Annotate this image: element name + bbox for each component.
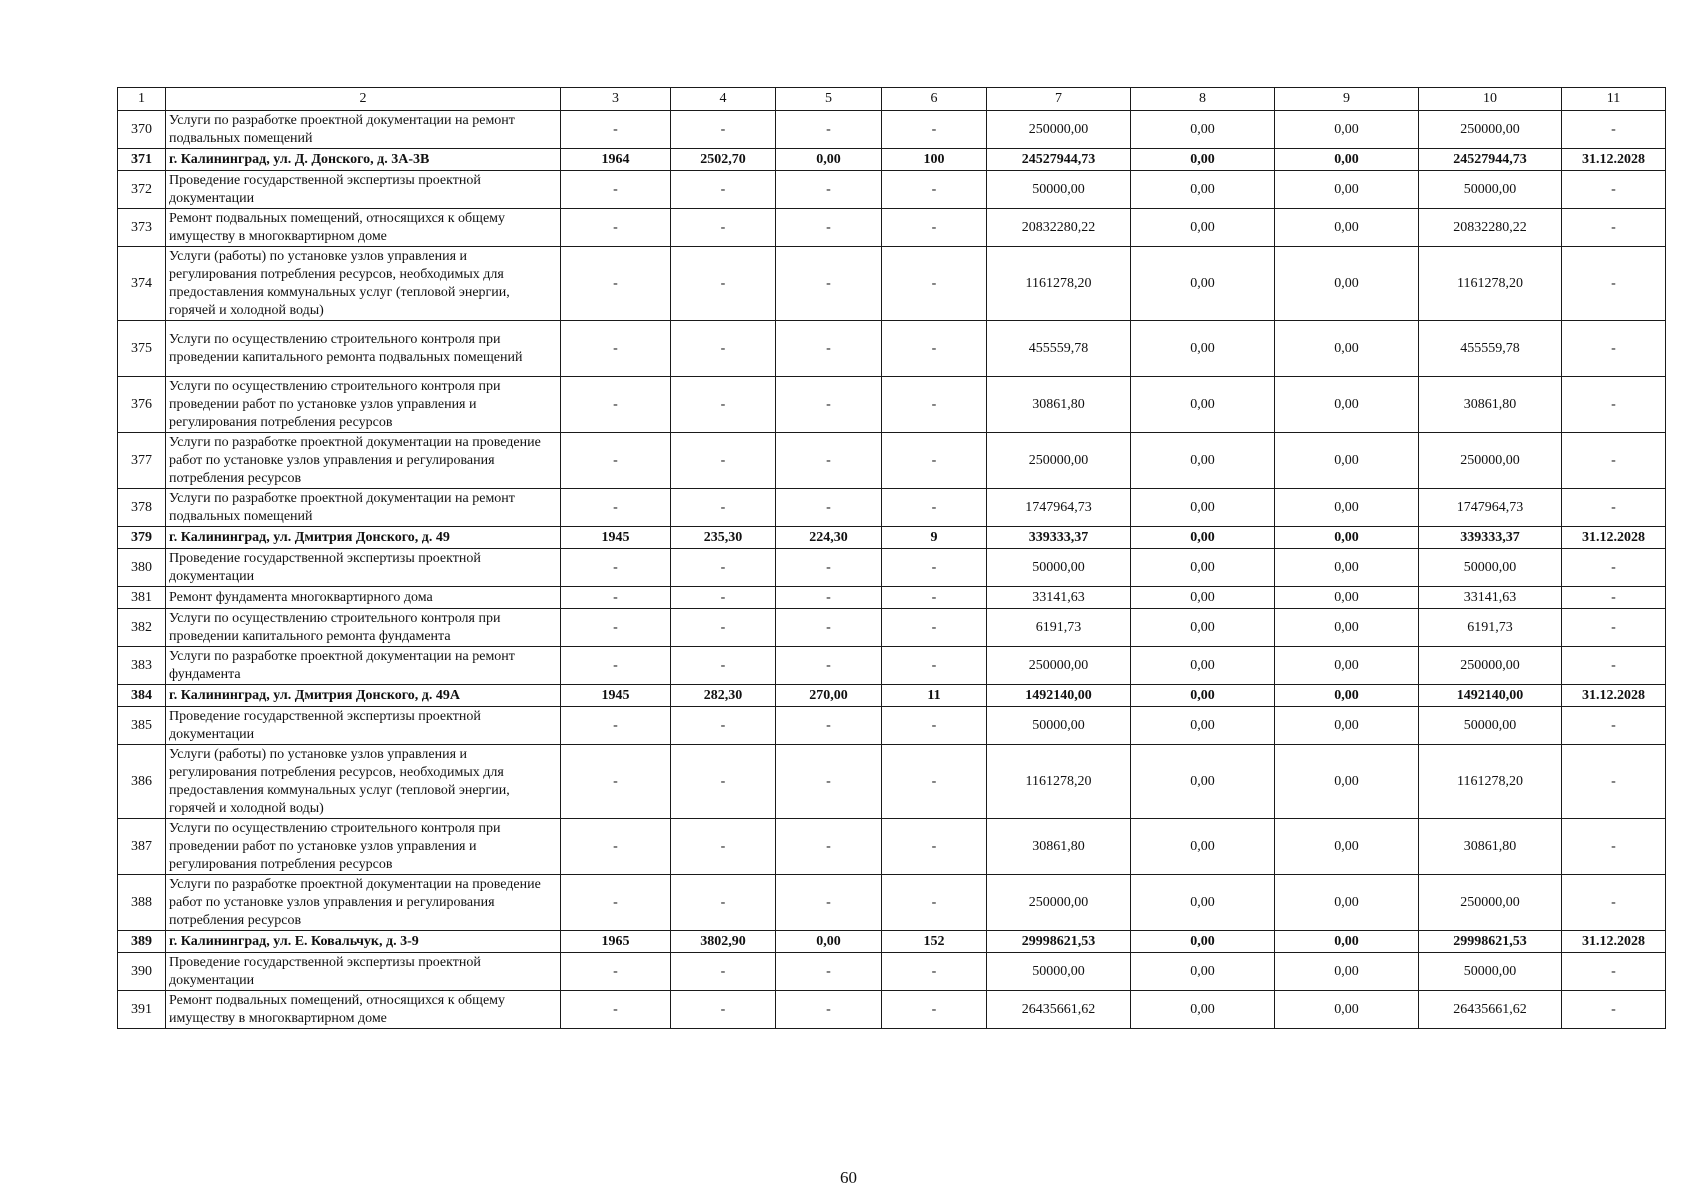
- row-value: 0,00: [1131, 685, 1275, 707]
- table-row: [118, 819, 1666, 875]
- col-header: 2: [166, 88, 561, 111]
- table-row: [118, 953, 1666, 991]
- row-value: 1945: [561, 527, 671, 549]
- row-value: 3802,90: [671, 931, 776, 953]
- table-row: [118, 931, 1666, 953]
- row-value: 0,00: [1131, 247, 1275, 321]
- row-value: 224,30: [776, 527, 882, 549]
- row-description: Проведение государственной экспертизы проектной документации: [166, 953, 561, 991]
- row-value: 6191,73: [1419, 609, 1562, 647]
- row-description: Услуги по разработке проектной документации на проведение работ по установке узлов управления и регулирования потребления ресурсов: [166, 433, 561, 489]
- col-header: 10: [1419, 88, 1562, 111]
- row-value: -: [671, 111, 776, 149]
- row-description: Ремонт подвальных помещений, относящихся к общему имуществу в многоквартирном доме: [166, 209, 561, 247]
- row-value: 235,30: [671, 527, 776, 549]
- row-value: 31.12.2028: [1562, 685, 1666, 707]
- table-row: [118, 377, 1666, 433]
- row-value: -: [1562, 209, 1666, 247]
- row-value: -: [671, 991, 776, 1029]
- row-value: 0,00: [1275, 247, 1419, 321]
- row-number: 387: [118, 819, 166, 875]
- row-description: Услуги по осуществлению строительного контроля при проведении работ по установке узлов управления и регулирования потребления ресурсов: [166, 377, 561, 433]
- row-value: 1747964,73: [987, 489, 1131, 527]
- row-value: 1161278,20: [987, 247, 1131, 321]
- table-row: [118, 685, 1666, 707]
- col-header: 3: [561, 88, 671, 111]
- row-value: 1945: [561, 685, 671, 707]
- row-value: -: [671, 953, 776, 991]
- row-value: -: [1562, 111, 1666, 149]
- row-value: 0,00: [1131, 209, 1275, 247]
- row-value: 1964: [561, 149, 671, 171]
- row-value: -: [1562, 587, 1666, 609]
- row-value: -: [882, 707, 987, 745]
- row-value: 6191,73: [987, 609, 1131, 647]
- row-number: 371: [118, 149, 166, 171]
- table-row: [118, 247, 1666, 321]
- row-value: 1747964,73: [1419, 489, 1562, 527]
- row-number: 388: [118, 875, 166, 931]
- row-value: -: [561, 321, 671, 377]
- table-row: [118, 149, 1666, 171]
- row-description: Услуги по осуществлению строительного контроля при проведении капитального ремонта подвальных помещений: [166, 321, 561, 377]
- row-value: -: [671, 489, 776, 527]
- row-value: 0,00: [1275, 377, 1419, 433]
- row-value: 0,00: [1275, 171, 1419, 209]
- row-value: 0,00: [1131, 587, 1275, 609]
- row-value: 0,00: [1131, 321, 1275, 377]
- row-value: -: [671, 609, 776, 647]
- row-value: 0,00: [1275, 953, 1419, 991]
- row-value: 0,00: [776, 149, 882, 171]
- row-value: 339333,37: [1419, 527, 1562, 549]
- row-value: 0,00: [1131, 647, 1275, 685]
- row-value: -: [776, 321, 882, 377]
- row-value: -: [671, 647, 776, 685]
- row-description: г. Калининград, ул. Д. Донского, д. 3А-3В: [166, 149, 561, 171]
- row-value: 29998621,53: [1419, 931, 1562, 953]
- row-value: -: [776, 433, 882, 489]
- row-value: 455559,78: [1419, 321, 1562, 377]
- row-value: 250000,00: [987, 647, 1131, 685]
- row-value: 0,00: [1275, 745, 1419, 819]
- row-value: -: [1562, 171, 1666, 209]
- table-row: [118, 111, 1666, 149]
- row-description: Проведение государственной экспертизы проектной документации: [166, 171, 561, 209]
- row-value: 1161278,20: [1419, 745, 1562, 819]
- row-value: 20832280,22: [1419, 209, 1562, 247]
- table-row: [118, 527, 1666, 549]
- row-value: -: [671, 587, 776, 609]
- row-value: -: [882, 171, 987, 209]
- row-number: 381: [118, 587, 166, 609]
- row-value: 250000,00: [987, 433, 1131, 489]
- row-value: 20832280,22: [987, 209, 1131, 247]
- row-value: 0,00: [1131, 527, 1275, 549]
- row-value: 1965: [561, 931, 671, 953]
- row-value: 0,00: [1275, 587, 1419, 609]
- row-value: 0,00: [1131, 991, 1275, 1029]
- row-value: 30861,80: [1419, 377, 1562, 433]
- row-description: Услуги по разработке проектной документации на ремонт фундамента: [166, 647, 561, 685]
- row-value: -: [561, 745, 671, 819]
- row-value: -: [776, 991, 882, 1029]
- row-value: -: [671, 819, 776, 875]
- row-value: 250000,00: [1419, 111, 1562, 149]
- row-number: 382: [118, 609, 166, 647]
- row-value: -: [561, 991, 671, 1029]
- row-value: 50000,00: [1419, 953, 1562, 991]
- col-header: 6: [882, 88, 987, 111]
- row-value: -: [561, 489, 671, 527]
- row-value: 31.12.2028: [1562, 149, 1666, 171]
- row-value: -: [561, 111, 671, 149]
- row-value: 24527944,73: [987, 149, 1131, 171]
- row-value: -: [1562, 321, 1666, 377]
- row-value: -: [882, 247, 987, 321]
- row-value: -: [561, 247, 671, 321]
- row-value: -: [776, 171, 882, 209]
- row-value: 1161278,20: [987, 745, 1131, 819]
- row-value: -: [776, 549, 882, 587]
- row-number: 373: [118, 209, 166, 247]
- col-header: 5: [776, 88, 882, 111]
- row-value: -: [776, 489, 882, 527]
- row-description: Ремонт подвальных помещений, относящихся к общему имуществу в многоквартирном доме: [166, 991, 561, 1029]
- row-value: 0,00: [1131, 931, 1275, 953]
- row-value: -: [1562, 707, 1666, 745]
- col-header: 8: [1131, 88, 1275, 111]
- row-value: 50000,00: [1419, 707, 1562, 745]
- row-value: 0,00: [1131, 707, 1275, 745]
- row-value: 0,00: [1131, 111, 1275, 149]
- row-value: -: [1562, 647, 1666, 685]
- row-value: 0,00: [1275, 991, 1419, 1029]
- row-value: -: [671, 247, 776, 321]
- row-value: 0,00: [776, 931, 882, 953]
- row-value: -: [561, 433, 671, 489]
- table-row: [118, 609, 1666, 647]
- row-value: 282,30: [671, 685, 776, 707]
- row-value: -: [561, 875, 671, 931]
- row-value: 0,00: [1131, 953, 1275, 991]
- table-row: [118, 209, 1666, 247]
- table-body: [118, 111, 1666, 1029]
- table-row: [118, 745, 1666, 819]
- row-number: 391: [118, 991, 166, 1029]
- row-value: -: [1562, 991, 1666, 1029]
- row-description: Услуги по разработке проектной документации на ремонт подвальных помещений: [166, 489, 561, 527]
- row-value: -: [671, 321, 776, 377]
- row-value: -: [561, 953, 671, 991]
- row-value: 0,00: [1275, 875, 1419, 931]
- row-value: 0,00: [1275, 489, 1419, 527]
- row-value: -: [776, 587, 882, 609]
- row-value: -: [882, 745, 987, 819]
- row-description: Услуги по осуществлению строительного контроля при проведении работ по установке узлов управления и регулирования потребления ресурсов: [166, 819, 561, 875]
- row-value: -: [776, 111, 882, 149]
- row-value: 270,00: [776, 685, 882, 707]
- row-value: 0,00: [1275, 707, 1419, 745]
- row-number: 378: [118, 489, 166, 527]
- row-value: -: [561, 707, 671, 745]
- row-number: 384: [118, 685, 166, 707]
- row-value: 0,00: [1131, 875, 1275, 931]
- row-value: -: [1562, 609, 1666, 647]
- row-value: 0,00: [1275, 149, 1419, 171]
- row-value: -: [882, 489, 987, 527]
- row-value: -: [882, 377, 987, 433]
- row-value: -: [882, 433, 987, 489]
- row-value: 24527944,73: [1419, 149, 1562, 171]
- row-number: 377: [118, 433, 166, 489]
- row-value: -: [561, 377, 671, 433]
- table-row: [118, 647, 1666, 685]
- row-description: Услуги (работы) по установке узлов управления и регулирования потребления ресурсов, необходимых для предоставления коммунальных услуг (тепловой энергии, горячей и холодной воды): [166, 745, 561, 819]
- row-value: 0,00: [1275, 609, 1419, 647]
- row-value: 0,00: [1275, 549, 1419, 587]
- row-number: 370: [118, 111, 166, 149]
- table-row: [118, 171, 1666, 209]
- row-value: 30861,80: [987, 377, 1131, 433]
- row-value: -: [882, 953, 987, 991]
- row-value: -: [882, 991, 987, 1029]
- row-value: 50000,00: [1419, 549, 1562, 587]
- row-number: 379: [118, 527, 166, 549]
- row-value: 0,00: [1275, 209, 1419, 247]
- row-value: -: [561, 171, 671, 209]
- table-row: [118, 587, 1666, 609]
- row-value: -: [561, 609, 671, 647]
- row-value: 50000,00: [1419, 171, 1562, 209]
- row-description: Ремонт фундамента многоквартирного дома: [166, 587, 561, 609]
- row-value: -: [776, 247, 882, 321]
- row-value: -: [671, 875, 776, 931]
- row-value: -: [776, 745, 882, 819]
- column-number-row: [118, 88, 1666, 111]
- row-description: Услуги по осуществлению строительного контроля при проведении капитального ремонта фундамента: [166, 609, 561, 647]
- row-value: 1492140,00: [1419, 685, 1562, 707]
- row-value: 0,00: [1275, 931, 1419, 953]
- row-number: 372: [118, 171, 166, 209]
- row-value: 0,00: [1131, 745, 1275, 819]
- row-value: -: [882, 111, 987, 149]
- row-value: -: [776, 647, 882, 685]
- row-value: -: [776, 609, 882, 647]
- row-value: -: [1562, 819, 1666, 875]
- col-header: 9: [1275, 88, 1419, 111]
- row-value: 0,00: [1275, 819, 1419, 875]
- row-number: 375: [118, 321, 166, 377]
- row-value: 0,00: [1131, 819, 1275, 875]
- table-row: [118, 875, 1666, 931]
- row-value: -: [776, 707, 882, 745]
- row-description: Услуги по разработке проектной документации на ремонт подвальных помещений: [166, 111, 561, 149]
- row-value: 50000,00: [987, 171, 1131, 209]
- row-value: 250000,00: [1419, 433, 1562, 489]
- row-value: -: [1562, 247, 1666, 321]
- row-value: -: [882, 549, 987, 587]
- row-value: 29998621,53: [987, 931, 1131, 953]
- row-number: 386: [118, 745, 166, 819]
- row-value: 31.12.2028: [1562, 527, 1666, 549]
- row-value: -: [1562, 745, 1666, 819]
- row-value: 0,00: [1275, 527, 1419, 549]
- row-value: -: [776, 377, 882, 433]
- row-value: 50000,00: [987, 953, 1131, 991]
- row-value: -: [882, 875, 987, 931]
- table-row: [118, 489, 1666, 527]
- row-value: -: [776, 875, 882, 931]
- row-value: -: [1562, 549, 1666, 587]
- row-value: 0,00: [1275, 685, 1419, 707]
- row-value: -: [561, 819, 671, 875]
- row-value: -: [882, 609, 987, 647]
- row-value: 0,00: [1275, 321, 1419, 377]
- row-value: 31.12.2028: [1562, 931, 1666, 953]
- row-value: -: [1562, 489, 1666, 527]
- row-value: -: [561, 209, 671, 247]
- table-row: [118, 549, 1666, 587]
- row-value: 0,00: [1131, 489, 1275, 527]
- row-value: 0,00: [1131, 549, 1275, 587]
- table-row: [118, 321, 1666, 377]
- col-header: 4: [671, 88, 776, 111]
- row-value: 1161278,20: [1419, 247, 1562, 321]
- row-value: -: [776, 209, 882, 247]
- row-value: -: [671, 171, 776, 209]
- capital-repair-table: [117, 87, 1666, 1029]
- row-value: 250000,00: [987, 875, 1131, 931]
- row-description: Проведение государственной экспертизы проектной документации: [166, 707, 561, 745]
- row-description: Услуги (работы) по установке узлов управления и регулирования потребления ресурсов, необходимых для предоставления коммунальных услуг (тепловой энергии, горячей и холодной воды): [166, 247, 561, 321]
- row-description: г. Калининград, ул. Е. Ковальчук, д. 3-9: [166, 931, 561, 953]
- page-number: 60: [840, 1168, 857, 1187]
- row-value: 9: [882, 527, 987, 549]
- row-value: 0,00: [1131, 433, 1275, 489]
- row-description: Проведение государственной экспертизы проектной документации: [166, 549, 561, 587]
- row-value: 30861,80: [1419, 819, 1562, 875]
- row-value: 33141,63: [987, 587, 1131, 609]
- row-value: -: [882, 587, 987, 609]
- row-value: -: [561, 549, 671, 587]
- row-value: 2502,70: [671, 149, 776, 171]
- row-value: -: [882, 647, 987, 685]
- row-value: 0,00: [1275, 433, 1419, 489]
- table-row: [118, 991, 1666, 1029]
- row-value: -: [671, 745, 776, 819]
- row-value: -: [1562, 433, 1666, 489]
- row-value: 33141,63: [1419, 587, 1562, 609]
- row-value: 339333,37: [987, 527, 1131, 549]
- row-value: -: [671, 433, 776, 489]
- row-value: -: [1562, 953, 1666, 991]
- row-value: 0,00: [1131, 609, 1275, 647]
- col-header: 1: [118, 88, 166, 111]
- row-number: 383: [118, 647, 166, 685]
- row-value: 250000,00: [1419, 875, 1562, 931]
- row-number: 389: [118, 931, 166, 953]
- row-value: 26435661,62: [1419, 991, 1562, 1029]
- table-row: [118, 707, 1666, 745]
- row-value: -: [561, 587, 671, 609]
- row-value: 0,00: [1275, 111, 1419, 149]
- row-description: г. Калининград, ул. Дмитрия Донского, д. 49: [166, 527, 561, 549]
- row-value: 0,00: [1275, 647, 1419, 685]
- row-value: 100: [882, 149, 987, 171]
- row-value: 0,00: [1131, 377, 1275, 433]
- row-value: -: [671, 707, 776, 745]
- col-header: 11: [1562, 88, 1666, 111]
- row-value: 11: [882, 685, 987, 707]
- row-value: 1492140,00: [987, 685, 1131, 707]
- row-value: 0,00: [1131, 171, 1275, 209]
- row-value: 455559,78: [987, 321, 1131, 377]
- row-value: -: [1562, 377, 1666, 433]
- table-row: [118, 433, 1666, 489]
- row-description: Услуги по разработке проектной документации на проведение работ по установке узлов управления и регулирования потребления ресурсов: [166, 875, 561, 931]
- row-number: 390: [118, 953, 166, 991]
- row-value: -: [776, 819, 882, 875]
- row-value: -: [882, 819, 987, 875]
- row-value: 250000,00: [1419, 647, 1562, 685]
- row-value: -: [671, 377, 776, 433]
- row-number: 376: [118, 377, 166, 433]
- row-value: 50000,00: [987, 549, 1131, 587]
- row-value: -: [776, 953, 882, 991]
- row-value: -: [882, 321, 987, 377]
- row-number: 380: [118, 549, 166, 587]
- row-number: 374: [118, 247, 166, 321]
- row-value: -: [1562, 875, 1666, 931]
- row-description: г. Калининград, ул. Дмитрия Донского, д. 49А: [166, 685, 561, 707]
- row-value: -: [561, 647, 671, 685]
- row-number: 385: [118, 707, 166, 745]
- col-header: 7: [987, 88, 1131, 111]
- row-value: 26435661,62: [987, 991, 1131, 1029]
- row-value: 152: [882, 931, 987, 953]
- row-value: 250000,00: [987, 111, 1131, 149]
- row-value: 0,00: [1131, 149, 1275, 171]
- row-value: -: [671, 549, 776, 587]
- row-value: -: [671, 209, 776, 247]
- row-value: 30861,80: [987, 819, 1131, 875]
- row-value: 50000,00: [987, 707, 1131, 745]
- row-value: -: [882, 209, 987, 247]
